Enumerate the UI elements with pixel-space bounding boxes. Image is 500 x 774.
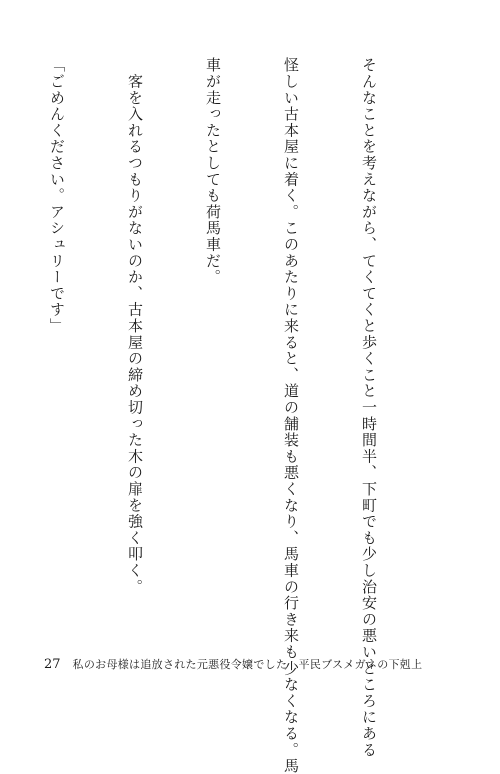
text-line: 「ごめんください。アシュリーです」 (48, 57, 66, 335)
page-number: 27 (44, 657, 61, 672)
text-line: 車が走ったとしても荷馬車だ。 (204, 57, 222, 286)
page-footer (44, 656, 422, 672)
text-line: そんなことを考えながら、てくてくと歩くこと一時間半、下町でも少し治安の悪いところにある (360, 57, 378, 758)
running-title: 私のお母様は追放された元悪役令嬢でした 平民ブスメガネの下剋上 (72, 658, 423, 671)
text-line: 怪しい古本屋に着く。このあたりに来ると、道の舗装も悪くなり、馬車の行き来も少なくなる。馬 (282, 57, 300, 774)
text-line: 客を入れるつもりがないのか、古本屋の締め切った木の扉を強く叩く。 (126, 57, 144, 595)
